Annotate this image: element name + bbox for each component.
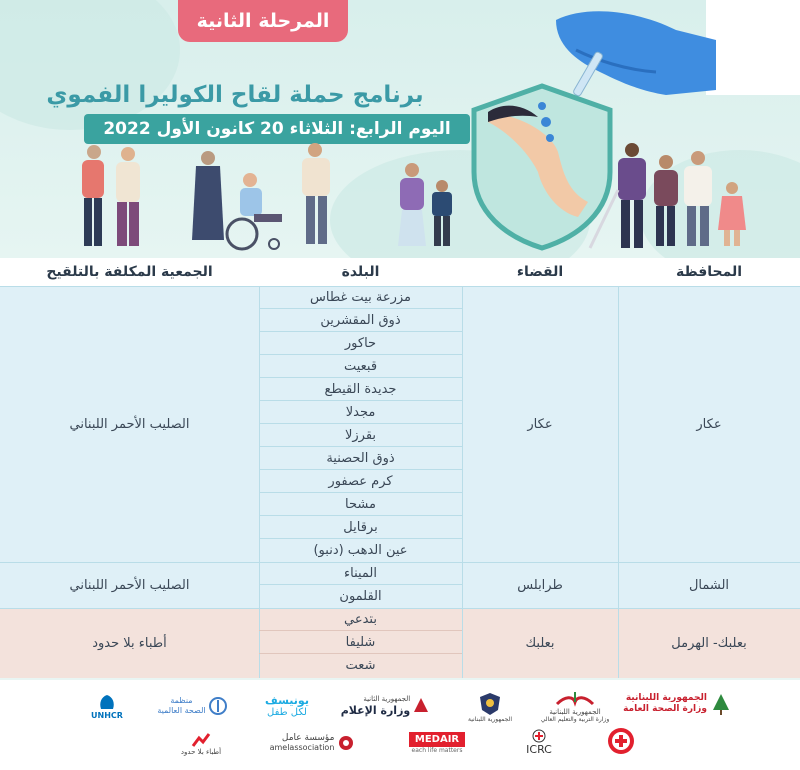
red-cross-logo (604, 724, 638, 758)
schedule-table (0, 258, 800, 678)
who-logo-line1: منظمة (170, 696, 193, 706)
organization-cell: أطباء بلا حدود (92, 635, 167, 651)
governorate-cell: بعلبك- الهرمل (671, 635, 747, 651)
people-illustration (70, 140, 750, 255)
town-cell: جديدة القيطع (259, 378, 462, 401)
icrc-cross-icon (532, 729, 546, 743)
mph-logo-line2: وزارة الصحة العامة (623, 704, 707, 714)
column-header-district: القضاء (516, 264, 564, 280)
town-cell: مجدلا (259, 401, 462, 424)
town-cell: كرم عصفور (259, 470, 462, 493)
unhcr-logo (82, 686, 132, 726)
security-logo-text: الجمهورية اللبنانية (467, 715, 513, 723)
icrc-logo-text: ICRC (526, 742, 552, 756)
security-logo (462, 686, 518, 728)
town-cell: برقايل (259, 516, 462, 539)
district-cell: بعلبك (525, 635, 555, 651)
town-cell: ذوق المقشرين (259, 309, 462, 332)
moi-logo (340, 686, 430, 726)
man-with-cane-figure (590, 143, 646, 248)
moi-logo-line1: الجمهورية الثانية (363, 695, 411, 704)
family-figure (654, 151, 746, 246)
who-logo (150, 688, 234, 724)
amel-logo-line2: amelassociation (269, 742, 335, 752)
flag-icon (413, 696, 429, 716)
moe-logo (530, 686, 620, 726)
town-cell: شعت (345, 658, 376, 673)
icrc-logo (514, 724, 564, 760)
wheelchair-figure (227, 173, 282, 249)
msf-logo (166, 728, 236, 760)
town-cell: بقرزلا (259, 424, 462, 447)
badge-icon (479, 692, 501, 716)
town-cell: عين الدهب (دنبو) (313, 543, 408, 558)
amel-logo (262, 728, 362, 758)
town-cell: الميناء (259, 562, 462, 585)
town-cell: بتدعي (259, 608, 462, 631)
town-cell: مزرعة بيت غطاس (259, 286, 462, 309)
who-emblem-icon (209, 697, 227, 715)
medair-logo-text: MEDAIR (409, 732, 465, 747)
day-date-text: اليوم الرابع: الثلاثاء 20 كانون الأول 2022 (103, 119, 451, 139)
organization-cell: الصليب الأحمر اللبناني (69, 577, 190, 593)
mother-son-figure (398, 163, 452, 246)
amel-logo-line1: مؤسسة عامل (281, 732, 335, 743)
msf-runner-icon (191, 732, 211, 748)
medair-logo (404, 728, 470, 758)
governorate-cell: الشمال (688, 577, 730, 593)
book-icon (555, 690, 595, 708)
town-cell: شليفا (259, 631, 462, 654)
moe-logo-line1: الجمهورية اللبنانية (549, 707, 601, 716)
district-cell: عكار (527, 416, 553, 432)
phase-badge (178, 0, 348, 42)
father-figure (302, 143, 330, 244)
column-header-town: البلدة (341, 264, 380, 280)
who-logo-line2: الصحة العالمية (157, 706, 206, 715)
campaign-title: برنامج حملة لقاح الكوليرا الفموي (46, 82, 424, 108)
medair-tagline: each life matters (411, 747, 463, 754)
cedar-icon (711, 692, 731, 716)
governorate-cell: عكار (696, 416, 722, 432)
unicef-logo (250, 686, 324, 726)
unicef-logo-line1: يونيسف (265, 694, 309, 707)
red-cross-icon (607, 727, 635, 755)
column-header-governorate: المحافظة (675, 264, 743, 280)
unhcr-emblem-icon (97, 693, 117, 711)
organization-cell: الصليب الأحمر اللبناني (69, 416, 190, 432)
column-header-organization: الجمعية المكلفة بالتلقيح (46, 264, 213, 280)
table-header-row (0, 258, 800, 286)
partner-logos (0, 680, 800, 770)
elderly-couple-figure (82, 145, 140, 246)
town-cell: حاكور (259, 332, 462, 355)
town-cell: مشحا (259, 493, 462, 516)
moi-logo-line2: وزارة الإعلام (340, 703, 411, 717)
town-cell: ذوق الحصنية (259, 447, 462, 470)
mph-logo-line1: الجمهورية اللبنانية (625, 693, 707, 704)
woman-figure (192, 151, 224, 240)
phase-label: المرحلة الثانية (196, 10, 330, 32)
town-cell: القلمون (339, 589, 382, 604)
unhcr-logo-text: UNHCR (91, 710, 123, 720)
town-cell: قبعيت (259, 355, 462, 378)
amel-emblem-icon (338, 735, 354, 751)
unicef-logo-line2: لكل طفل (267, 707, 307, 718)
msf-logo-text: أطباء بلا حدود (180, 748, 222, 756)
mph-logo (622, 686, 732, 722)
moe-logo-line2: وزارة التربية والتعليم العالي (540, 715, 610, 723)
district-cell: طرابلس (517, 577, 563, 593)
